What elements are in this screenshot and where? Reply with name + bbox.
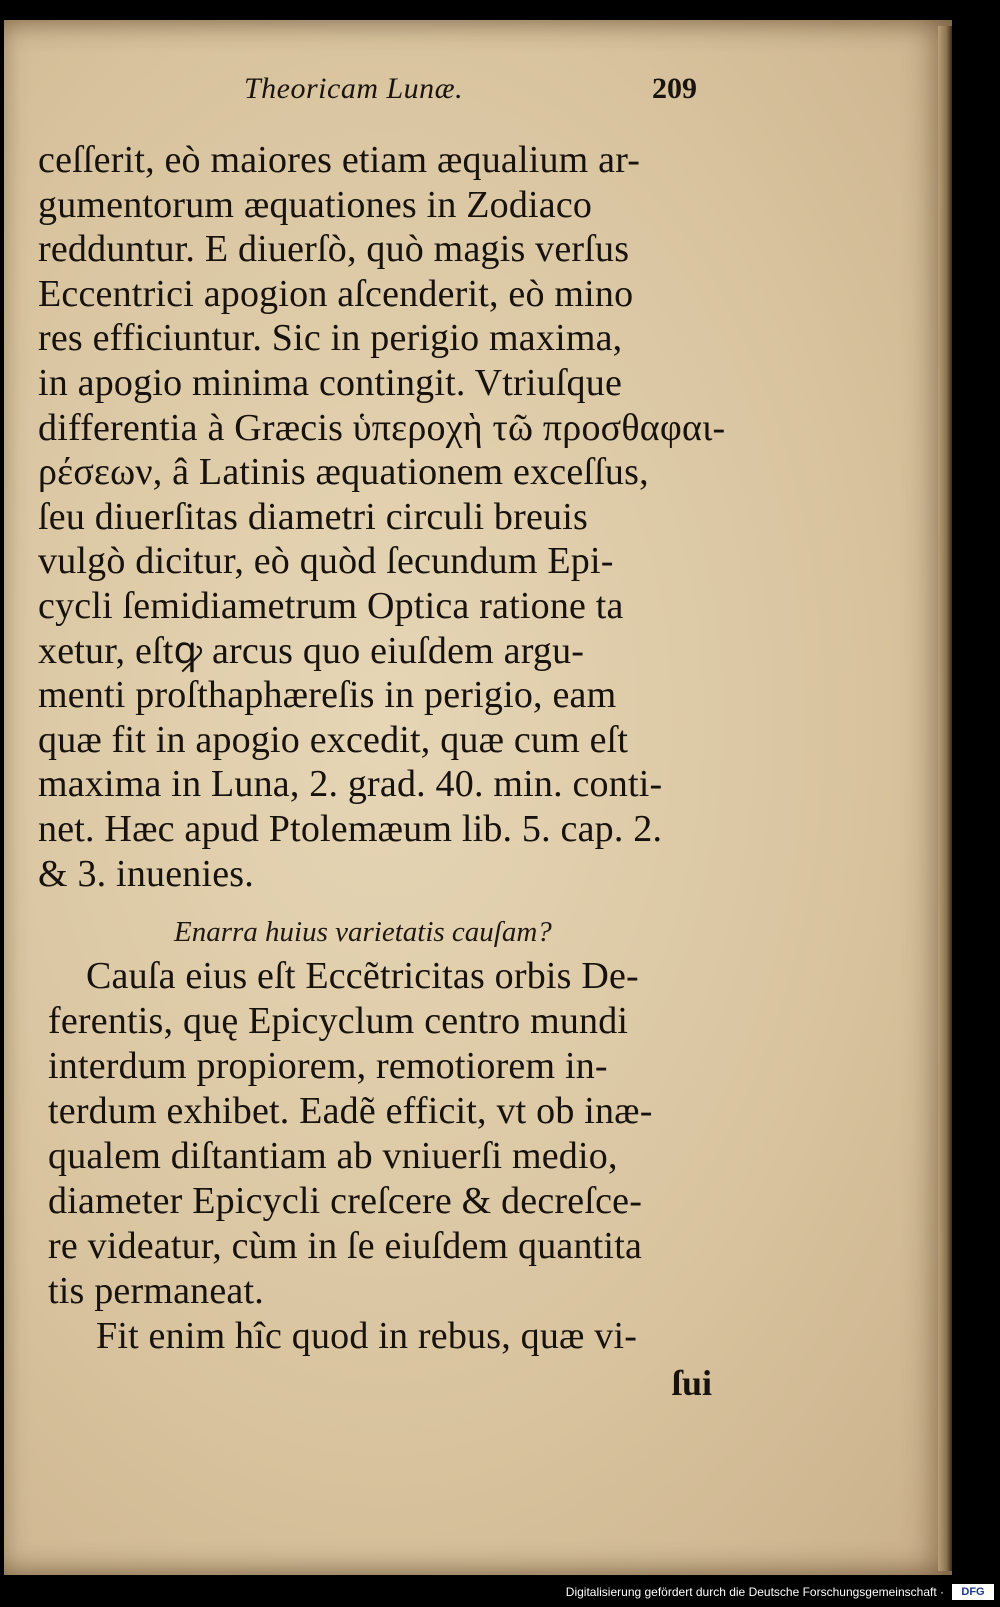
text-line: differentia à Græcis ὑπεροχὴ τῶ προσθαφαι- [38, 406, 726, 449]
text-line: vulgò dicitur, eò quòd ſecundum Epi- [38, 540, 614, 583]
text-line: ſeu diuerſitas diametri circuli breuis [38, 495, 588, 538]
page-number: 209 [652, 72, 697, 105]
text-line: quæ fit in apogio excedit, quæ cum eſt [38, 718, 629, 761]
text-line: xetur, eſtꝙ arcus quo eiuſdem argu- [38, 629, 585, 672]
text-line: tis permaneat. [48, 1270, 264, 1312]
text-line: terdum exhibet. Eadẽ efficit, vt ob inæ- [48, 1090, 653, 1132]
text-line: res efficiuntur. Sic in perigio maxima, [38, 317, 623, 360]
page-edge [938, 26, 952, 1571]
dfg-logo: DFG [952, 1584, 994, 1600]
text-line: ceſſerit, eò maiores etiam æqualium ar- [38, 139, 641, 181]
text-line: qualem diſtantiam ab vniuerſi medio, [48, 1135, 618, 1177]
text-line: cycli ſemidiametrum Optica ratione ta [38, 584, 624, 627]
question-heading: Enarra huius varietatis cauſam? [174, 916, 552, 948]
text-line: Fit enim hîc quod in rebus, quæ vi- [96, 1315, 638, 1357]
text-line: ferentis, quę Epicyclum centro mundi [48, 1000, 629, 1042]
text-line: net. Hæc apud Ptolemæum lib. 5. cap. 2. [38, 807, 663, 850]
text-line: maxima in Luna, 2. grad. 40. min. conti- [38, 763, 663, 806]
text-line: gumentorum æquationes in Zodiaco [38, 183, 593, 226]
text-line: Cauſa eius eſt Eccẽtricitas orbis De- [86, 955, 639, 997]
running-title: Theoricam Lunæ. [244, 72, 464, 105]
catchword: ſui [672, 1363, 713, 1403]
text-line: & 3. inuenies. [38, 852, 254, 895]
page-header [4, 72, 952, 122]
text-line: diameter Epicycli creſcere & decreſce- [48, 1180, 643, 1222]
paragraph-1 [38, 138, 738, 896]
text-line: menti proſthaphæreſis in perigio, eam [38, 674, 617, 717]
funding-credit: Digitalisierung gefördert durch die Deutsche Forschungsgemeinschaft · [565, 1585, 944, 1599]
text-line: redduntur. E diuerſò, quò magis verſus [38, 228, 630, 271]
text-line: re videatur, cùm in ſe eiuſdem quantita [48, 1225, 643, 1267]
book-page [4, 20, 952, 1575]
text-line: interdum propiorem, remotiorem in- [48, 1045, 608, 1087]
paragraph-2 [48, 954, 748, 1359]
text-line: ρέσεων, â Latinis æquationem exceſſus, [38, 451, 649, 494]
text-line: Eccentrici apogion aſcenderit, eò mino [38, 272, 634, 315]
footer-bar [0, 1579, 1000, 1607]
text-line: in apogio minima contingit. Vtriuſque [38, 361, 623, 404]
